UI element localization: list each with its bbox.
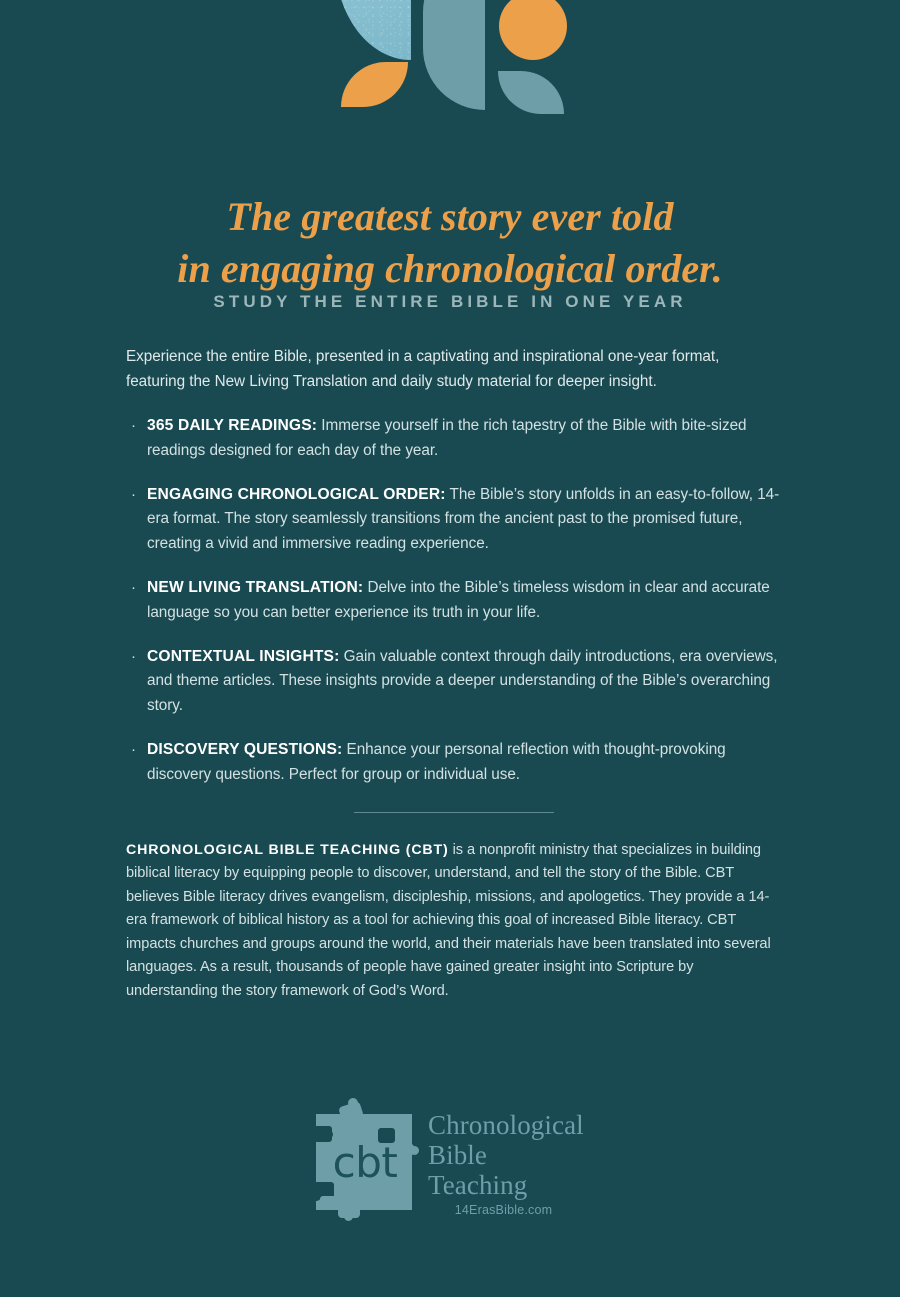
feature-label: 365 DAILY READINGS: [147,417,318,434]
logo-word-bible: Bible [428,1140,487,1170]
feature-label: ENGAGING CHRONOLOGICAL ORDER: [147,485,446,503]
cbt-puzzle-mark-icon [310,1108,418,1216]
list-item [126,483,781,557]
about-text: is a nonprofit ministry that specializes in building biblical literacy by equipping people to discover, understand, and tell the story of the Bible. CBT believes Bible literacy drives evangelism, discipleship, missions, and apologetics. They provide a 14-era framework of biblical history as a tool for achieving this goal of increased Bible literacy. CBT impacts churches and groups around the world, and their materials have been translated into several languages. As a result, thousands of people have gained greater insight into Scripture by understanding the story framework of God’s Word. [126,841,771,999]
bullet-icon: · [131,740,136,758]
feature-list [126,414,781,788]
page-title [0,191,900,295]
feature-label: DISCOVERY QUESTIONS: [147,740,343,758]
headline-line-1: The greatest story ever told [226,193,674,239]
bullet-icon: · [131,647,136,665]
logo-text-block [428,1110,593,1217]
page-subtitle: STUDY THE ENTIRE BIBLE IN ONE YEAR [213,292,687,311]
cbt-logo [310,1100,595,1220]
bullet-icon: · [131,578,136,596]
feature-text: Delve into the Bible’s timeless wisdom in clear and accurate language so you can better experience its truth in your life. [147,578,770,621]
teal-petal-icon [423,0,485,110]
feature-label: CONTEXTUAL INSIGHTS: [147,647,340,665]
feature-label: NEW LIVING TRANSLATION: [147,578,364,596]
section-divider [354,812,554,813]
logo-word-chronological: Chronological [428,1110,584,1140]
headline-line-2: in engaging chronological order. [177,245,723,291]
logo-wordmark: cbt [332,1137,398,1187]
puzzle-knob-icon [344,1212,353,1221]
logo-website-url: 14ErasBible.com [454,1203,553,1217]
about-paragraph [126,839,781,1004]
logo-word-teaching: Teaching [428,1170,528,1200]
teal-leaf-icon [498,71,564,114]
intro-paragraph: Experience the entire Bible, presented in a captivating and inspirational one-year format, featuring the New Living Translation and daily study material for deeper insight. [126,348,720,390]
bullet-icon: · [131,417,136,434]
feature-text: Gain valuable context through daily introductions, era overviews, and theme articles. These insights provide a deeper understanding of the Bible’s overarching story. [147,647,778,715]
feature-text: Enhance your personal reflection with thought-provoking discovery questions. Perfect for group or individual use. [147,740,726,783]
hero-decorative-graphic [335,0,575,115]
list-item [126,576,781,626]
orange-circle-icon [499,0,567,60]
list-item [126,645,781,719]
blue-quarter-circle-icon [335,0,411,60]
list-item [126,414,781,464]
feature-text: The Bible’s story unfolds in an easy-to-follow, 14-era format. The story seamlessly transitions from the ancient past to the promised future, creating a vivid and immersive reading experience. [147,485,780,553]
orange-leaf-icon [341,62,408,107]
feature-text: Immerse yourself in the rich tapestry of the Bible with bite-sized readings designed for each day of the year. [147,417,747,459]
about-organization-name: CHRONOLOGICAL BIBLE TEACHING (CBT) [126,841,449,858]
bullet-icon: · [131,485,136,503]
main-content [126,344,781,1003]
list-item [126,738,781,788]
